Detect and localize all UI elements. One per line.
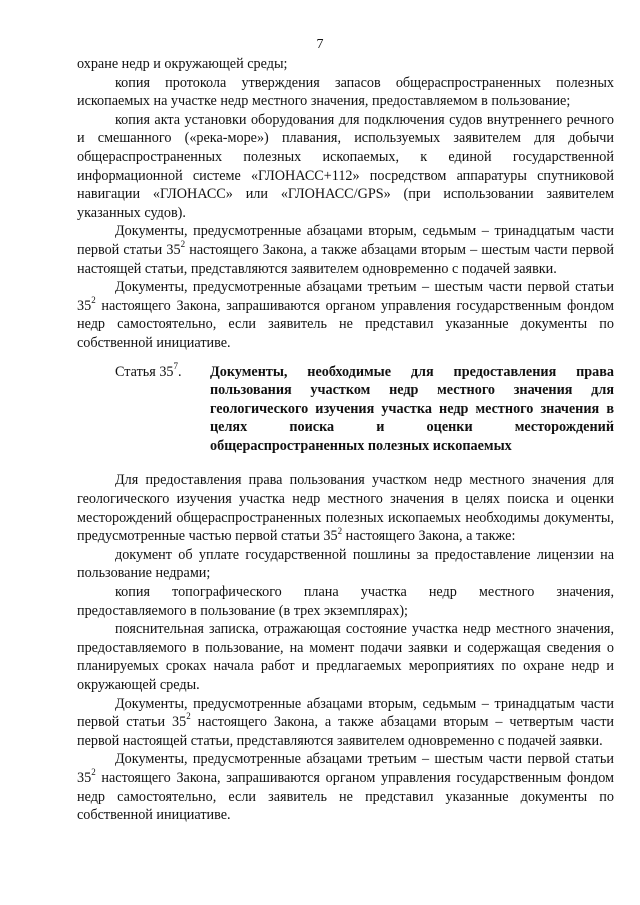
paragraph: охране недр и окружающей среды; bbox=[77, 56, 288, 72]
paragraph: Документы, предусмотренные абзацами третьим – шестым части первой статьи $35^2$ настоящего Закона, запрашиваются органом управления государственным фондом недр самостоятельно, если заявитель не представил указанные документы по собственной инициативе. bbox=[77, 279, 614, 351]
paragraph: копия протокола утверждения запасов общераспространенных полезных ископаемых на участке недр местного значения, предоставляемом в пользование; bbox=[77, 74, 614, 110]
paragraph: копия топографического плана участка недр местного значения, предоставляемого в пользование (в трех экземплярах); bbox=[77, 584, 614, 619]
article-number: Статья $35^7$. bbox=[115, 360, 182, 380]
paragraph: копия акта установки оборудования для подключения судов внутреннего речного и смешанного («река-море») плавания, используемых заявителем для добычи общераспространенных полезных ископаемых, к единой государственной информационной системе «ГЛОНАСС+112» посредством аппаратуры спутниковой навигации «ГЛОНАСС» или «ГЛОНАСС/GPS» (при использовании заявителем указанных судов). bbox=[77, 111, 614, 221]
document-body bbox=[77, 55, 614, 825]
paragraph: Для предоставления права пользования участком недр местного значения для геологического изучения участка недр местного значения в целях поиска и оценки месторождений общераспространенных полезных ископаемых необходимы документы, предусмотренные частью первой статьи $35^2$ настоящего Закона, а также: bbox=[77, 472, 614, 545]
paragraph: документ об уплате государственной пошлины за предоставление лицензии на пользование недрами; bbox=[77, 546, 614, 582]
article-heading bbox=[77, 360, 614, 456]
paragraph: пояснительная записка, отражающая состояние участка недр местного значения, предоставляемого в пользование, на момент подачи заявки и содержащая сведения о планируемых сроках начала работ и предлагаемых мероприятиях по охране недр и окружающей среды. bbox=[77, 621, 614, 693]
paragraph: Документы, предусмотренные абзацами вторым, седьмым – тринадцатым части первой статьи $35^2$ настоящего Закона, а также абзацами вторым – шестым части первой настоящей статьи, представляются заявителем одновременно с подачей заявки. bbox=[77, 223, 614, 277]
article-title: Документы, необходимые для предоставления права пользования участком недр местного значения для геологического изучения участка недр местного значения в целях поиска и оценки месторождений общераспространенных полезных ископаемых bbox=[210, 363, 614, 454]
paragraph: Документы, предусмотренные абзацами вторым, седьмым – тринадцатым части первой статьи $35^2$ настоящего Закона, а также абзацами вторым – четвертым части первой настоящей статьи, представляются заявителем одновременно с подачей заявки. bbox=[77, 695, 614, 749]
page-number: 7 bbox=[316, 37, 324, 52]
paragraph: Документы, предусмотренные абзацами третьим – шестым части первой статьи $35^2$ настоящего Закона, запрашиваются органом управления государственным фондом недр самостоятельно, если заявитель не представил указанные документы по собственной инициативе. bbox=[77, 751, 614, 824]
